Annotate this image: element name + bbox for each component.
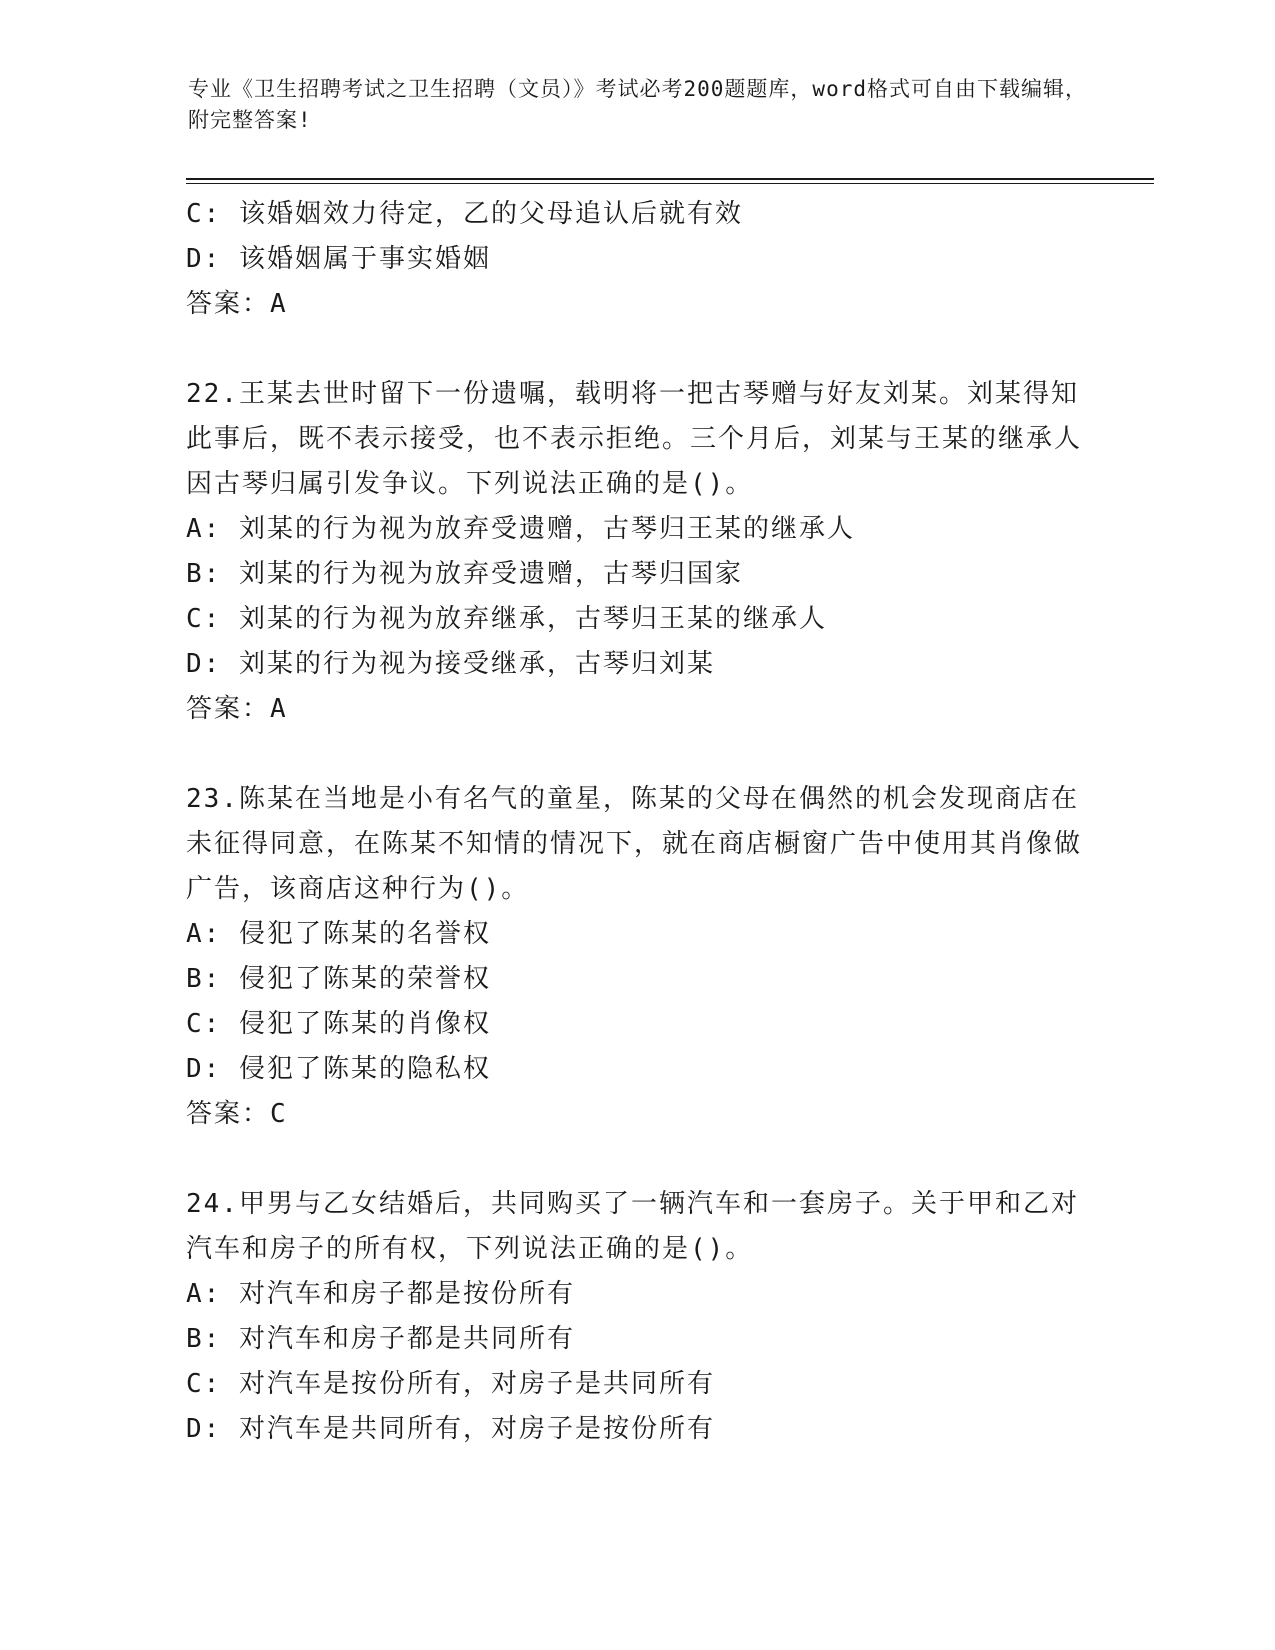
option-a: A: 对汽车和房子都是按份所有 <box>186 1279 575 1309</box>
question-text: 22.王某去世时留下一份遗嘱，载明将一把古琴赠与好友刘某。刘某得知此事后，既不表示接受，也不表示拒绝。三个月后，刘某与王某的继承人因古琴归属引发争议。下列说法正确的是()。 <box>186 379 1083 499</box>
question-22 <box>186 372 1106 732</box>
option-c: C: 侵犯了陈某的肖像权 <box>186 1009 491 1039</box>
question-text: 23.陈某在当地是小有名气的童星，陈某的父母在偶然的机会发现商店在未征得同意，在陈某不知情的情况下，就在商店橱窗广告中使用其肖像做广告，该商店这种行为()。 <box>186 784 1083 904</box>
option-c: C: 对汽车是按份所有，对房子是共同所有 <box>186 1369 715 1399</box>
option-b: B: 侵犯了陈某的荣誉权 <box>186 964 491 994</box>
answer-line: 答案：C <box>186 1099 288 1129</box>
document-body <box>186 192 1106 1452</box>
option-d: D: 该婚姻属于事实婚姻 <box>186 244 491 274</box>
option-c: C: 该婚姻效力待定，乙的父母追认后就有效 <box>186 199 743 229</box>
document-header: 专业《卫生招聘考试之卫生招聘（文员）》考试必考200题题库，word格式可自由下载编辑，附完整答案! <box>188 77 1087 132</box>
option-b: B: 刘某的行为视为放弃受遗赠，古琴归国家 <box>186 559 743 589</box>
answer-line: 答案：A <box>186 289 288 319</box>
header-rule-thick <box>186 178 1154 180</box>
header-rule-thin <box>186 183 1154 184</box>
answer-line: 答案：A <box>186 694 288 724</box>
question-text: 24.甲男与乙女结婚后，共同购买了一辆汽车和一套房子。关于甲和乙对汽车和房子的所有权，下列说法正确的是()。 <box>186 1189 1079 1264</box>
option-d: D: 对汽车是共同所有，对房子是按份所有 <box>186 1414 715 1444</box>
question-23 <box>186 777 1106 1137</box>
option-d: D: 刘某的行为视为接受继承，古琴归刘某 <box>186 649 715 679</box>
option-a: A: 侵犯了陈某的名誉权 <box>186 919 491 949</box>
option-c: C: 刘某的行为视为放弃继承，古琴归王某的继承人 <box>186 604 827 634</box>
option-b: B: 对汽车和房子都是共同所有 <box>186 1324 575 1354</box>
option-a: A: 刘某的行为视为放弃受遗赠，古琴归王某的继承人 <box>186 514 855 544</box>
question-24 <box>186 1182 1106 1452</box>
continued-question <box>186 192 1106 327</box>
option-d: D: 侵犯了陈某的隐私权 <box>186 1054 491 1084</box>
